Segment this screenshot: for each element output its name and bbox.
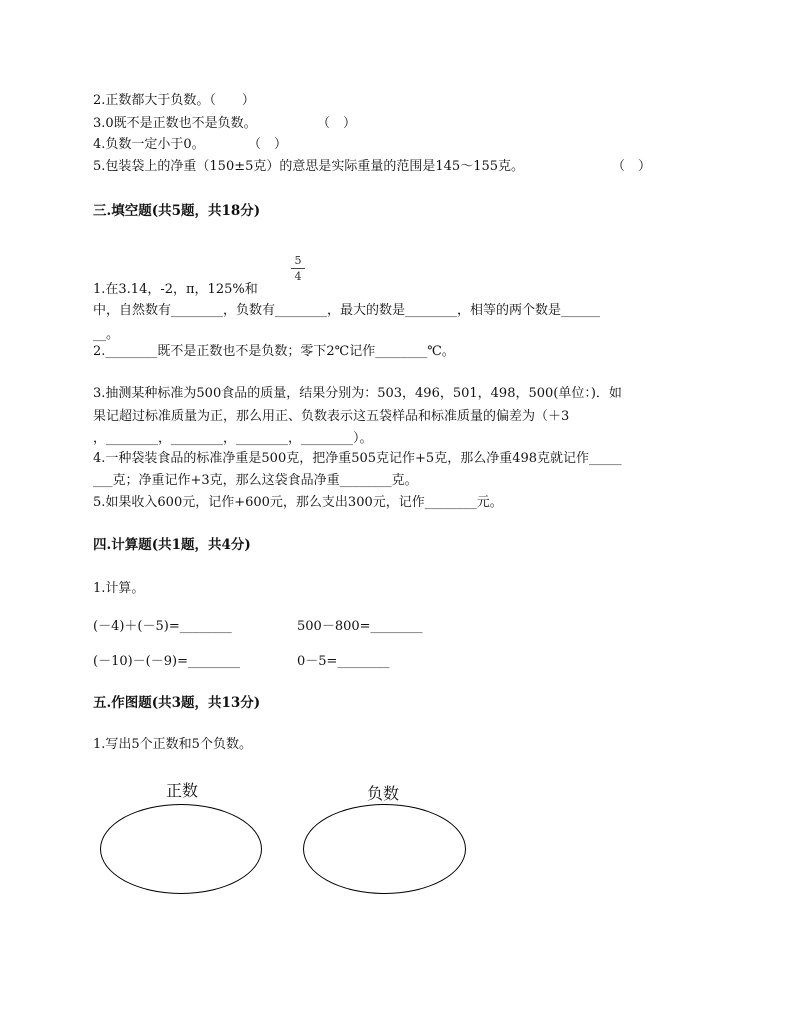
- calc-expr-d: 0－5=________: [297, 654, 390, 669]
- negative-label: 负数: [367, 784, 400, 803]
- fraction-denominator: 4: [294, 270, 302, 283]
- fill-q4-line2: ___克；净重记作+3克，那么这袋食品净重________克。: [93, 473, 418, 488]
- fill-q1-line1: 1.在3.14，-2，π，125%和: [93, 282, 258, 297]
- fill-q4-line1: 4.一种袋装食品的标准净重是500克，把净重505克记作+5克，那么净重498克就记作_____: [93, 451, 622, 466]
- fill-q1-line3: __。: [93, 327, 120, 342]
- answer-paren-3[interactable]: （ ）: [317, 116, 357, 131]
- calc-intro: 1.计算。: [93, 581, 145, 596]
- negative-oval[interactable]: [303, 804, 466, 894]
- fill-q3-line2: 果记超过标准质量为正，那么用正、负数表示这五袋样品和标准质量的偏差为（＋3: [93, 409, 570, 424]
- answer-paren-5[interactable]: （ ）: [612, 159, 652, 174]
- fraction-numerator: 5: [294, 254, 302, 267]
- fill-q2: 2.________既不是正数也不是负数；零下2℃记作________℃。: [93, 344, 455, 359]
- fill-q3-line1: 3.抽测某种标准为500食品的质量，结果分别为：503，496，501，498，500(单位：)．如: [93, 386, 622, 401]
- judge-item-5: 5.包装袋上的净重（150±5克）的意思是实际重量的范围是145～155克。: [93, 159, 525, 174]
- section-heading-draw: 五.作图题(共3题，共13分): [93, 695, 261, 711]
- fill-q3-line3: ，________，________，________，________）。: [93, 431, 373, 446]
- fraction-bar: [291, 268, 305, 269]
- judge-item-3: 3.0既不是正数也不是负数。: [93, 116, 257, 131]
- fill-q1-line2: 中，自然数有________，负数有________，最大的数是________，相等的两个数是______: [93, 303, 601, 318]
- draw-intro: 1.写出5个正数和5个负数。: [93, 737, 252, 752]
- answer-paren-4[interactable]: （ ）: [248, 137, 288, 152]
- positive-oval[interactable]: [100, 804, 262, 894]
- section-heading-fill: 三.填空题(共5题，共18分): [93, 203, 261, 219]
- calc-expr-b: 500－800=________: [297, 619, 423, 634]
- fill-q5: 5.如果收入600元，记作+600元，那么支出300元，记作________元。: [93, 495, 503, 510]
- fraction: [291, 254, 305, 283]
- calc-expr-c: (－10)－(－9)=________: [93, 654, 240, 669]
- positive-label: 正数: [166, 781, 199, 800]
- calc-expr-a: (－4)＋(－5)=________: [93, 619, 232, 634]
- section-heading-calc: 四.计算题(共1题，共4分): [93, 537, 251, 553]
- judge-item-2: 2.正数都大于负数。（ ）: [93, 93, 255, 108]
- judge-item-4: 4.负数一定小于0。: [93, 137, 205, 152]
